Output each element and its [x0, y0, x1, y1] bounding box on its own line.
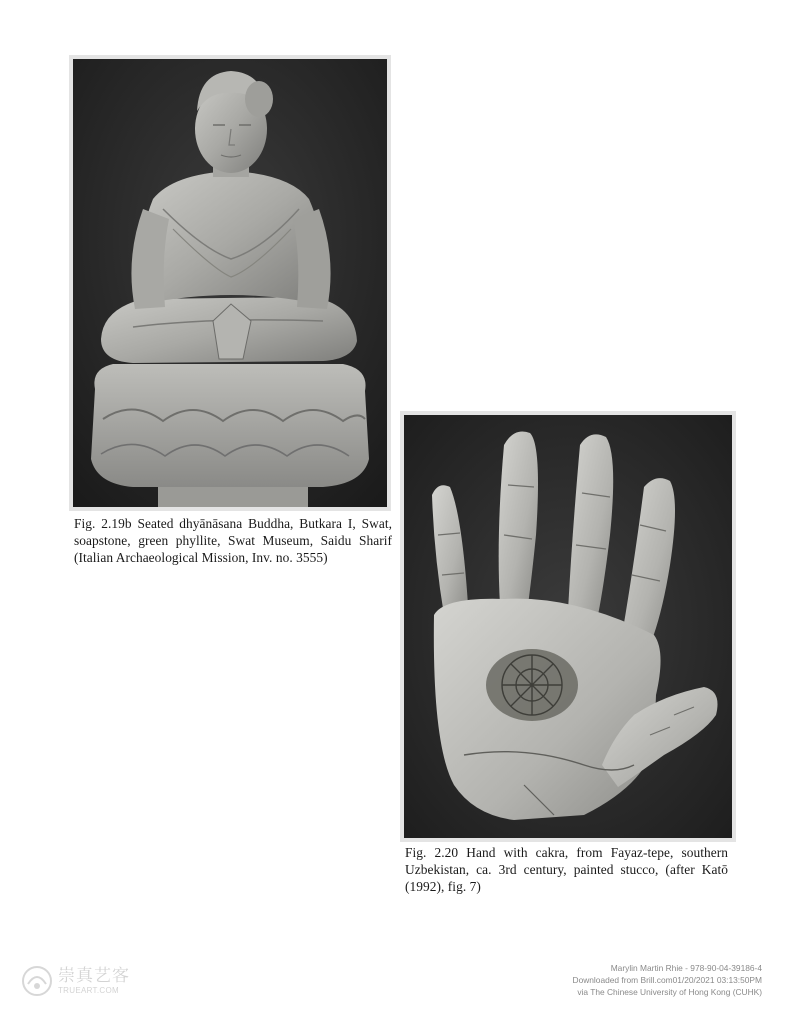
watermark-english-text: TRUEART.COM [58, 986, 119, 995]
source-author-isbn: Marylin Martin Rhie - 978-90-04-39186-4 [610, 963, 762, 973]
figure-seated-buddha [69, 55, 391, 511]
download-source-info [573, 962, 762, 999]
hand-with-cakra-photo [404, 415, 732, 838]
figure-caption: Fig. 2.19b Seated dhyānāsana Buddha, Butkara I, Swat, soapstone, green phyllite, Swat Museum, Saidu Sharif (Italian Archaeological Mission, Inv. no. 3555) [74, 516, 392, 565]
watermark [20, 964, 130, 998]
seated-buddha-photo [73, 59, 387, 507]
figure-caption: Fig. 2.20 Hand with cakra, from Fayaz-tepe, southern Uzbekistan, ca. 3rd century, painted stucco, (after Katō (1992), fig. 7) [405, 845, 728, 894]
watermark-chinese-text: 崇真艺客 [58, 966, 130, 986]
source-download-line: Downloaded from Brill.com01/20/2021 03:13:50PM [572, 975, 762, 986]
figure-hand-with-cakra [400, 411, 736, 842]
source-institution-line: via The Chinese University of Hong Kong (CUHK) [577, 987, 762, 998]
watermark-logo-icon [20, 964, 54, 998]
